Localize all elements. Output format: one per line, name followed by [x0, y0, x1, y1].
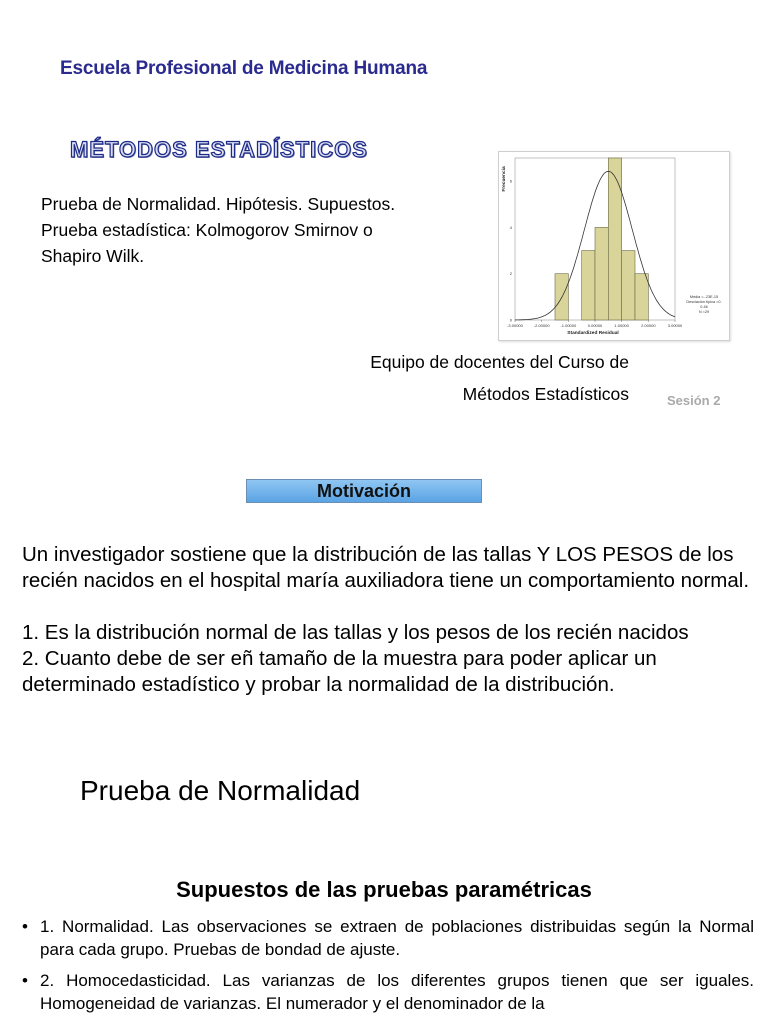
x-tick-label: -3.00000 [507, 323, 523, 328]
x-axis-label: Standardized Residual [567, 331, 619, 336]
histogram-bar [622, 251, 635, 320]
legend-text: N =29 [698, 310, 710, 314]
histogram-bar [635, 274, 648, 320]
subtitle-line: Prueba de Normalidad. Hipótesis. Supuestos. [41, 194, 396, 214]
y-tick-label: 2 [509, 271, 512, 277]
y-axis-label: Frecuencia [502, 166, 507, 192]
question-2: 2. Cuanto debe de ser eñ tamaño de la muestra para poder aplicar un determinado estadístico y probar la normalidad de la distribución. [22, 647, 657, 696]
legend-text: 0.46 [700, 305, 708, 309]
x-tick-label: 1.00000 [614, 323, 629, 328]
motivation-button[interactable]: Motivación [246, 479, 482, 503]
teaching-team [370, 346, 629, 410]
question-1: 1. Es la distribución normal de las tallas y los pesos de los recién nacidos [22, 621, 689, 644]
legend-text: Media =-.23E-15 [689, 295, 719, 299]
bullet-icon: • [22, 917, 28, 936]
list-item [22, 969, 754, 1015]
section-heading: Prueba de Normalidad [80, 775, 361, 806]
subtitle [41, 191, 481, 269]
x-tick-label: 0.00000 [587, 323, 603, 328]
y-tick-label: 6 [509, 178, 512, 184]
y-tick-label: 0 [509, 317, 512, 323]
histogram-bar [608, 158, 621, 320]
x-tick-label: -1.00000 [560, 323, 577, 328]
histogram-bar [582, 251, 595, 320]
list-item-text: 2. Homocedasticidad. Las varianzas de los diferentes grupos tienen que ser iguales. Homogeneidad de varianzas. El numerador y el denominador de la [40, 971, 754, 1013]
y-tick-label: 4 [509, 224, 512, 230]
list-item [22, 915, 754, 961]
assumptions-list [22, 915, 754, 1023]
bullet-icon: • [22, 971, 28, 990]
histogram-bar [595, 227, 608, 320]
team-line: Métodos Estadísticos [462, 384, 629, 404]
subtitle-line: Shapiro Wilk. [41, 246, 145, 266]
course-title: MÉTODOS ESTADÍSTICOS [70, 137, 368, 162]
x-tick-label: 3.00000 [667, 323, 683, 328]
team-line: Equipo de docentes del Curso de [370, 352, 629, 372]
legend-text: Desviación típica =0. [686, 300, 722, 304]
list-item-text: 1. Normalidad. Las observaciones se extraen de poblaciones distribuidas según la Normal para cada grupo. Pruebas de bondad de ajuste. [40, 917, 754, 959]
intro-paragraph: Un investigador sostiene que la distribución de las tallas Y LOS PESOS de los recién nacidos en el hospital maría auxiliadora tiene un comportamiento normal. [22, 543, 750, 592]
x-tick-label: 2.00000 [641, 323, 656, 328]
assumptions-heading: Supuestos de las pruebas paramétricas [176, 877, 592, 902]
school-name: Escuela Profesional de Medicina Humana [60, 58, 428, 79]
x-tick-label: -2.00000 [533, 323, 550, 328]
session-label: Sesión 2 [667, 393, 721, 408]
subtitle-line: Prueba estadística: Kolmogorov Smirnov o [41, 220, 373, 240]
histogram-chart [499, 152, 729, 340]
intro-text [22, 542, 762, 698]
histogram-figure [498, 151, 730, 341]
